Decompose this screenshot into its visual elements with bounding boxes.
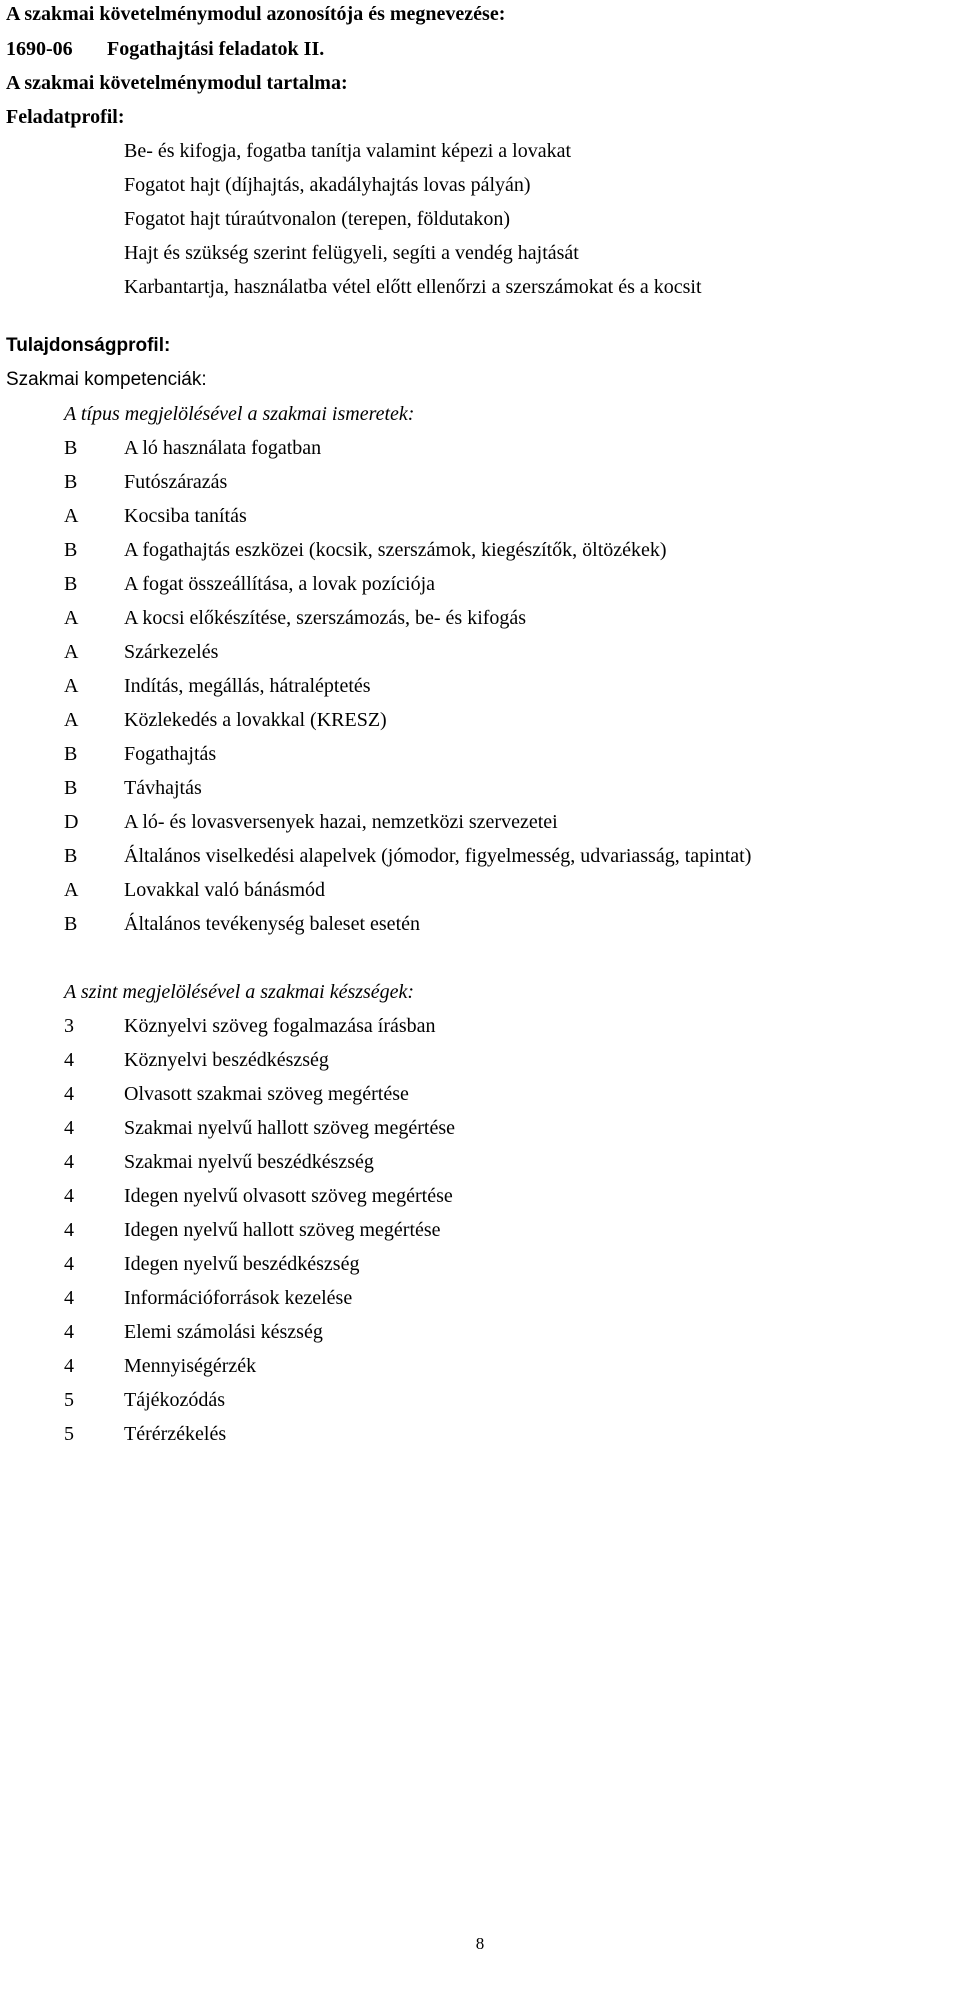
knowledge-text: Távhajtás [124,777,202,799]
knowledge-heading: A típus megjelölésével a szakmai ismeretek: [64,403,415,425]
level-code: 4 [64,1083,74,1105]
knowledge-text: Fogathajtás [124,743,217,765]
task-item: Fogatot hajt (díjhajtás, akadályhajtás lovas pályán) [124,174,531,196]
content-label: A szakmai követelménymodul tartalma: [6,72,348,94]
skill-text: Idegen nyelvű olvasott szöveg megértése [124,1185,453,1207]
level-code: 4 [64,1355,74,1377]
knowledge-text: Indítás, megállás, hátraléptetés [124,675,371,697]
knowledge-text: A ló használata fogatban [124,437,322,459]
knowledge-text: Lovakkal való bánásmód [124,879,326,901]
level-code: 4 [64,1185,74,1207]
type-code: B [64,471,78,493]
knowledge-text: Szárkezelés [124,641,219,663]
type-code: A [64,607,79,629]
type-code: A [64,641,79,663]
task-profile-label: Feladatprofil: [6,106,125,128]
level-code: 4 [64,1117,74,1139]
knowledge-text: A ló- és lovasversenyek hazai, nemzetközi szervezetei [124,811,558,833]
level-code: 4 [64,1253,74,1275]
type-code: B [64,437,78,459]
type-code: A [64,879,79,901]
type-code: D [64,811,79,833]
type-code: B [64,573,78,595]
skill-text: Szakmai nyelvű beszédkészség [124,1151,374,1173]
level-code: 4 [64,1287,74,1309]
knowledge-text: A fogathajtás eszközei (kocsik, szerszámok, kiegészítők, öltözékek) [124,539,667,561]
skill-text: Térérzékelés [124,1423,227,1445]
level-code: 4 [64,1219,74,1241]
knowledge-text: Futószárazás [124,471,228,493]
skills-heading: A szint megjelölésével a szakmai készségek: [64,981,415,1003]
skill-text: Elemi számolási készség [124,1321,323,1343]
type-code: B [64,743,78,765]
type-code: A [64,505,79,527]
task-item: Fogatot hajt túraútvonalon (terepen, földutakon) [124,208,511,230]
knowledge-text: A kocsi előkészítése, szerszámozás, be- és kifogás [124,607,527,629]
skill-text: Olvasott szakmai szöveg megértése [124,1083,409,1105]
module-label: A szakmai követelménymodul azonosítója és megnevezése: [6,3,506,25]
level-code: 5 [64,1389,74,1411]
competencies-label: Szakmai kompetenciák: [6,369,207,390]
skill-text: Mennyiségérzék [124,1355,257,1377]
knowledge-text: A fogat összeállítása, a lovak pozíciója [124,573,436,595]
level-code: 4 [64,1321,74,1343]
level-code: 3 [64,1015,74,1037]
skill-text: Köznyelvi szöveg fogalmazása írásban [124,1015,436,1037]
page-number: 8 [475,1934,485,1953]
module-name: Fogathajtási feladatok II. [107,38,325,60]
knowledge-text: Közlekedés a lovakkal (KRESZ) [124,709,387,731]
profile-title: Tulajdonságprofil: [6,335,171,356]
skill-text: Idegen nyelvű beszédkészség [124,1253,360,1275]
knowledge-text: Kocsiba tanítás [124,505,247,527]
knowledge-text: Általános viselkedési alapelvek (jómodor, figyelmesség, udvariasság, tapintat) [124,845,752,867]
skill-text: Köznyelvi beszédkészség [124,1049,329,1071]
type-code: B [64,777,78,799]
task-item: Be- és kifogja, fogatba tanítja valamint képezi a lovakat [124,140,572,162]
skill-text: Idegen nyelvű hallott szöveg megértése [124,1219,441,1241]
level-code: 5 [64,1423,74,1445]
skill-text: Információforrások kezelése [124,1287,353,1309]
type-code: A [64,675,79,697]
type-code: B [64,913,78,935]
type-code: A [64,709,79,731]
skill-text: Szakmai nyelvű hallott szöveg megértése [124,1117,456,1139]
task-item: Hajt és szükség szerint felügyeli, segíti a vendég hajtását [124,242,579,264]
skill-text: Tájékozódás [124,1389,226,1411]
type-code: B [64,845,78,867]
task-item: Karbantartja, használatba vétel előtt ellenőrzi a szerszámokat és a kocsit [124,276,702,298]
module-id: 1690-06 [6,38,73,60]
level-code: 4 [64,1151,74,1173]
type-code: B [64,539,78,561]
level-code: 4 [64,1049,74,1071]
knowledge-text: Általános tevékenység baleset esetén [124,913,420,935]
